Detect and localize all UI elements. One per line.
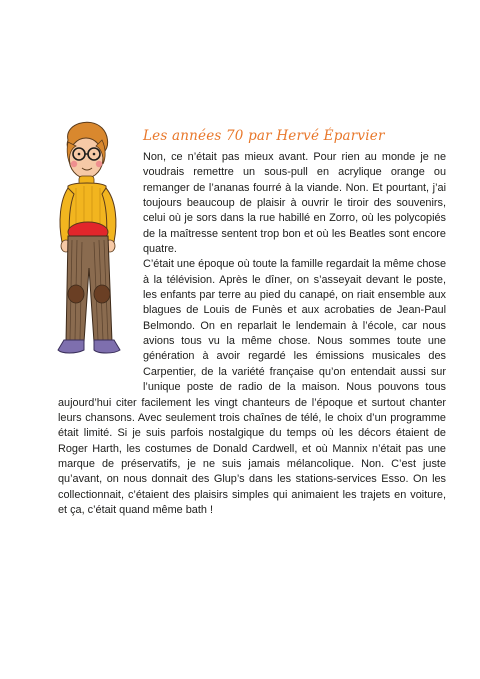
illustration-float-spacer: [58, 150, 143, 382]
article-title: Les années 70 par Hervé Éparvier: [143, 128, 385, 144]
article-body: [58, 150, 446, 518]
paragraph-1: Non, ce n’était pas mieux avant. Pour rien au monde je ne voudrais remettre un sous-pull en acrylique orange ou remanger de l’ananas fourré à la viande. Non. Et pourtant, j’ai toujours beaucoup de plaisir à ouvrir le tiroir des souvenirs, celui où je sors dans la rue habillé en Zorro, où les polycopiés de la maîtresse sentent trop bon et où les Beatles sont encore quatre.: [143, 151, 446, 256]
paragraph-2: C’était une époque où toute la famille regardait la même chose à la télévision. Après le dîner, on s’asseyait devant le poste, les enfants par terre au pied du canapé, on riait ensemble aux blagues de Louis de Funès et aux acrobaties de Jean-Paul Belmondo. On en reparlait le lendemain à l’école, car nous avions tous vu la même chose. Nous sommes toute une génération à avoir regardé les émissions musicales des Carpentier, de la variété française qu’on entendait aussi sur l’unique poste de radio de la maison. Nous pouvons tous aujourd’hui citer facilement les vingt chanteurs de l’époque et surtout chanter leurs chansons. Avec seulement trois chaînes de télé, le choix d’un programme était limité. Si je suis parfois nostalgique du temps où les décors étaient de Roger Harth, les costumes de Donald Cardwell, et où Mannix n’était pas une marque de préservatifs, je ne suis jamais mélancolique. Non. C’est juste qu’avant, on nous donnait des Glup’s dans les stations-services Esso. On les collectionnait, c’étaient des plaisirs simples qui animaient les trajets en voiture, et ça, c’était quand même bath !: [58, 258, 446, 516]
